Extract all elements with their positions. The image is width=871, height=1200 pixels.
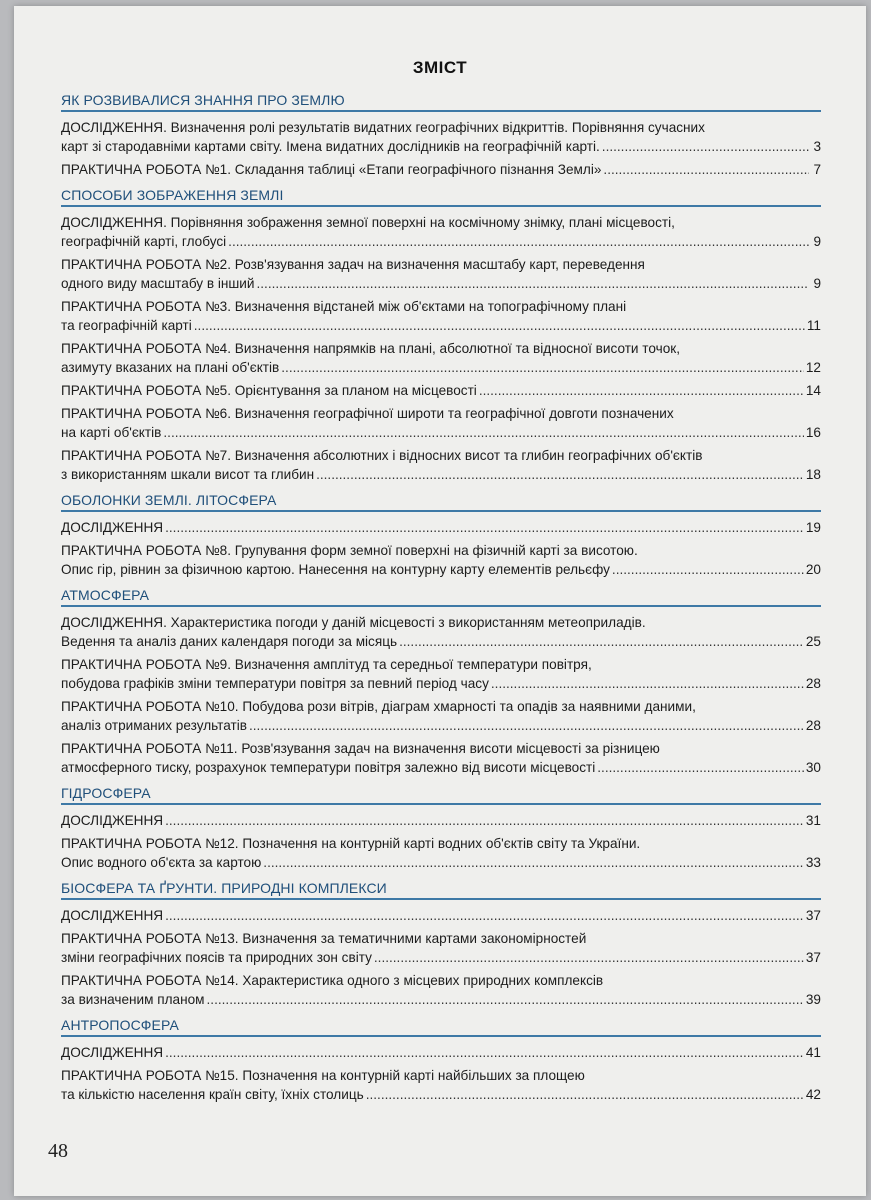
toc-page-number: 18 (805, 467, 821, 482)
toc-entry-text: ПРАКТИЧНА РОБОТА №11. Розв'язування задач на визначення висоти місцевості за різницею (61, 741, 660, 756)
toc-page-number: 9 (813, 234, 821, 249)
toc-entry-text: атмосферного тиску, розрахунок температури повітря залежно від висоти місцевості (61, 760, 596, 775)
toc-entry-text: побудова графіків зміни температури повітря за певний період часу (61, 676, 489, 691)
toc-entry[interactable] (61, 971, 821, 1009)
section-title: АНТРОПОСФЕРА (61, 1017, 821, 1037)
toc-page-number: 25 (805, 634, 821, 649)
toc-entry-text: на карті об'єктів (61, 425, 162, 440)
dot-leader (479, 381, 804, 400)
toc-entry[interactable] (61, 929, 821, 967)
dot-leader (165, 811, 804, 830)
page-number: 48 (48, 1140, 68, 1162)
toc-page-number: 11 (806, 318, 821, 333)
toc-page-number: 28 (805, 718, 821, 733)
toc-entry[interactable] (61, 1043, 821, 1062)
toc-entry-text: за визначеним планом (61, 992, 205, 1007)
toc-entry[interactable] (61, 255, 821, 293)
toc-entry-text: ПРАКТИЧНА РОБОТА №6. Визначення географічної широти та географічної довготи позначених (61, 406, 674, 421)
page-title: ЗМІСТ (412, 58, 468, 77)
dot-leader (194, 316, 805, 335)
toc-entry[interactable] (61, 739, 821, 777)
toc-entry[interactable] (61, 297, 821, 335)
toc-page-number: 42 (805, 1087, 821, 1102)
toc-entry-text: Ведення та аналіз даних календаря погоди за місяць (61, 634, 398, 649)
toc-entry-text: ПРАКТИЧНА РОБОТА №14. Характеристика одного з місцевих природних комплексів (61, 973, 604, 988)
toc-page-number: 20 (805, 562, 821, 577)
toc-entry-text: ПРАКТИЧНА РОБОТА №5. Орієнтування за планом на місцевості (61, 383, 477, 398)
toc-entry[interactable] (61, 834, 821, 872)
section-title: ЯК РОЗВИВАЛИСЯ ЗНАННЯ ПРО ЗЕМЛЮ (61, 92, 821, 112)
toc-entry-text: з використанням шкали висот та глибин (61, 467, 315, 482)
toc-entry-text: ПРАКТИЧНА РОБОТА №13. Визначення за тематичними картами закономірностей (61, 931, 587, 946)
toc-entry-text: Опис водного об'єкта за картою (61, 855, 262, 870)
toc-page-number: 41 (805, 1045, 821, 1060)
dot-leader (603, 160, 809, 179)
toc-entry-text: ПРАКТИЧНА РОБОТА №7. Визначення абсолютних і відносних висот та глибин географічних об'єктів (61, 448, 703, 463)
toc-entry-text: ПРАКТИЧНА РОБОТА №2. Розв'язування задач на визначення масштабу карт, переведення (61, 257, 645, 272)
toc-page-number: 19 (805, 520, 821, 535)
dot-leader (281, 358, 804, 377)
dot-leader (263, 853, 804, 872)
toc-page-number: 16 (805, 425, 821, 440)
toc-entry[interactable] (61, 339, 821, 377)
dot-leader (374, 948, 804, 967)
toc-entry-text: та кількістю населення країн світу, їхніх столиць (61, 1087, 364, 1102)
dot-leader (165, 518, 804, 537)
section-title: АТМОСФЕРА (61, 587, 821, 607)
dot-leader (228, 232, 809, 251)
toc-entry-text: ПРАКТИЧНА РОБОТА №12. Позначення на контурній карті водних об'єктів світу та України. (61, 836, 641, 851)
toc-entry-text: Опис гір, рівнин за фізичною картою. Нанесення на контурну карту елементів рельєфу (61, 562, 610, 577)
toc-entry-text: ПРАКТИЧНА РОБОТА №4. Визначення напрямків на плані, абсолютної та відносної висоти точок, (61, 341, 680, 356)
dot-leader (163, 423, 803, 442)
toc-page-number: 7 (813, 162, 821, 177)
toc-entry-text: аналіз отриманих результатів (61, 718, 247, 733)
toc-entry-text: та географічній карті (61, 318, 192, 333)
toc-entry-text: одного виду масштабу в інший (61, 276, 255, 291)
toc-entry-text: ДОСЛІДЖЕННЯ. Визначення ролі результатів видатних географічних відкриттів. Порівняння сучасних (61, 120, 705, 135)
toc-entry-text: зміни географічних поясів та природних зон світу (61, 950, 372, 965)
toc-page-number: 30 (805, 760, 821, 775)
toc-entry[interactable] (61, 541, 821, 579)
section-title: ОБОЛОНКИ ЗЕМЛІ. ЛІТОСФЕРА (61, 492, 821, 512)
dot-leader (399, 632, 804, 651)
dot-leader (602, 137, 809, 156)
toc-entry-text: ДОСЛІДЖЕННЯ (61, 908, 164, 923)
toc-entry[interactable] (61, 697, 821, 735)
toc-entry-text: ДОСЛІДЖЕННЯ. Порівняння зображення земної поверхні на космічному знімку, плані місцевості, (61, 215, 675, 230)
dot-leader (366, 1085, 804, 1104)
toc-page-number: 37 (805, 950, 821, 965)
section-title: БІОСФЕРА ТА ҐРУНТИ. ПРИРОДНІ КОМПЛЕКСИ (61, 880, 821, 900)
toc-entry-text: ДОСЛІДЖЕННЯ. Характеристика погоди у даній місцевості з використанням метеоприладів. (61, 615, 646, 630)
toc-entry[interactable] (61, 118, 821, 156)
toc-entry-text: азимуту вказаних на плані об'єктів (61, 360, 280, 375)
table-of-contents (61, 92, 821, 1108)
section-title: СПОСОБИ ЗОБРАЖЕННЯ ЗЕМЛІ (61, 187, 821, 207)
section-title: ГІДРОСФЕРА (61, 785, 821, 805)
toc-entry[interactable] (61, 446, 821, 484)
toc-page-number: 12 (805, 360, 821, 375)
toc-page-number: 33 (805, 855, 821, 870)
book-page (14, 6, 866, 1196)
toc-entry[interactable] (61, 1066, 821, 1104)
toc-page-number: 37 (805, 908, 821, 923)
toc-entry[interactable] (61, 613, 821, 651)
toc-entry[interactable] (61, 655, 821, 693)
toc-entry[interactable] (61, 518, 821, 537)
toc-entry-text: ДОСЛІДЖЕННЯ (61, 520, 164, 535)
toc-entry[interactable] (61, 160, 821, 179)
toc-entry-text: ПРАКТИЧНА РОБОТА №8. Групування форм земної поверхні на фізичній карті за висотою. (61, 543, 638, 558)
toc-entry-text: ПРАКТИЧНА РОБОТА №1. Складання таблиці «Етапи географічного пізнання Землі» (61, 162, 602, 177)
toc-entry[interactable] (61, 906, 821, 925)
toc-entry-text: ПРАКТИЧНА РОБОТА №3. Визначення відстаней між об'єктами на топографічному плані (61, 299, 627, 314)
toc-entry[interactable] (61, 381, 821, 400)
toc-entry[interactable] (61, 404, 821, 442)
toc-entry-text: карт зі стародавніми картами світу. Імена видатних дослідників на географічній карті. (61, 139, 600, 154)
toc-page-number: 9 (813, 276, 821, 291)
toc-entry-text: ПРАКТИЧНА РОБОТА №10. Побудова рози вітрів, діаграм хмарності та опадів за наявними даними, (61, 699, 696, 714)
toc-entry-text: ДОСЛІДЖЕННЯ (61, 813, 164, 828)
toc-entry-text: ПРАКТИЧНА РОБОТА №9. Визначення амплітуд та середньої температури повітря, (61, 657, 592, 672)
dot-leader (491, 674, 804, 693)
toc-entry-text: географічній карті, глобусі (61, 234, 227, 249)
toc-page-number: 39 (805, 992, 821, 1007)
toc-entry-text: ПРАКТИЧНА РОБОТА №15. Позначення на контурній карті найбільших за площею (61, 1068, 585, 1083)
dot-leader (257, 274, 810, 293)
dot-leader (207, 990, 804, 1009)
toc-entry[interactable] (61, 213, 821, 251)
dot-leader (165, 1043, 804, 1062)
toc-page-number: 28 (805, 676, 821, 691)
toc-entry-text: ДОСЛІДЖЕННЯ (61, 1045, 164, 1060)
dot-leader (612, 560, 804, 579)
dot-leader (165, 906, 804, 925)
toc-entry[interactable] (61, 811, 821, 830)
dot-leader (249, 716, 804, 735)
toc-page-number: 3 (813, 139, 821, 154)
dot-leader (316, 465, 804, 484)
dot-leader (597, 758, 804, 777)
toc-page-number: 14 (805, 383, 821, 398)
toc-page-number: 31 (805, 813, 821, 828)
